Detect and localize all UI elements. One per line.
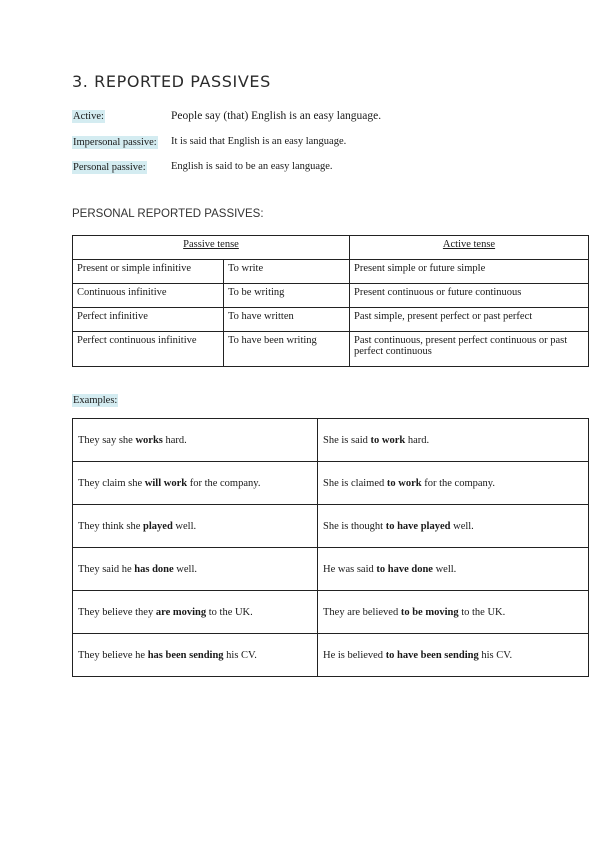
- active-tense-cell: Present continuous or future continuous: [350, 284, 589, 308]
- section-subheading: PERSONAL REPORTED PASSIVES:: [72, 208, 264, 220]
- page-title: 3. REPORTED PASSIVES: [72, 72, 271, 91]
- example-cell: To have written: [224, 308, 350, 332]
- active-tense-cell: Present simple or future simple: [350, 260, 589, 284]
- definition-label: Impersonal passive:: [73, 137, 157, 148]
- verb-highlight: are moving: [155, 606, 207, 618]
- header-passive-tense: Passive tense: [73, 236, 350, 260]
- active-example-cell: They say she works hard.: [73, 419, 318, 462]
- passive-example-cell: She is thought to have played well.: [318, 505, 589, 548]
- verb-highlight: works: [135, 434, 163, 446]
- verb-highlight: to be moving: [400, 606, 459, 618]
- table-row: [73, 332, 589, 367]
- table-row: [73, 591, 589, 634]
- active-example-cell: They believe they are moving to the UK.: [73, 591, 318, 634]
- active-example-cell: They claim she will work for the company.: [73, 462, 318, 505]
- table-row: [73, 284, 589, 308]
- active-tense-cell: Past simple, present perfect or past perfect: [350, 308, 589, 332]
- passive-example-cell: She is claimed to work for the company.: [318, 462, 589, 505]
- example-cell: To have been writing: [224, 332, 350, 367]
- definition-active: [72, 110, 382, 123]
- table-row: [73, 260, 589, 284]
- definition-text: English is said to be an easy language.: [171, 161, 333, 172]
- verb-highlight: to work: [370, 434, 406, 446]
- active-example-cell: They think she played well.: [73, 505, 318, 548]
- table-row: [73, 505, 589, 548]
- infinitive-cell: Continuous infinitive: [73, 284, 224, 308]
- infinitive-cell: Present or simple infinitive: [73, 260, 224, 284]
- table-row: [73, 634, 589, 677]
- verb-highlight: to work: [386, 477, 422, 489]
- table-row: [73, 308, 589, 332]
- table-row: [73, 419, 589, 462]
- definition-text: It is said that English is an easy language.: [171, 136, 347, 147]
- tense-table: [72, 235, 589, 367]
- verb-highlight: has done: [134, 563, 174, 575]
- header-active-tense: Active tense: [350, 236, 589, 260]
- infinitive-cell: Perfect continuous infinitive: [73, 332, 224, 367]
- active-example-cell: They said he has done well.: [73, 548, 318, 591]
- definition-impersonal-passive: [72, 136, 347, 149]
- examples-label: Examples:: [73, 395, 118, 406]
- passive-example-cell: He was said to have done well.: [318, 548, 589, 591]
- verb-highlight: to have been sending: [385, 649, 479, 661]
- example-cell: To write: [224, 260, 350, 284]
- verb-highlight: played: [143, 520, 173, 532]
- passive-example-cell: He is believed to have been sending his CV.: [318, 634, 589, 677]
- definition-personal-passive: [72, 161, 333, 174]
- active-example-cell: They believe he has been sending his CV.: [73, 634, 318, 677]
- table-row: [73, 548, 589, 591]
- definition-text: People say (that) English is an easy language.: [171, 110, 382, 122]
- passive-example-cell: She is said to work hard.: [318, 419, 589, 462]
- table-row: [73, 462, 589, 505]
- infinitive-cell: Perfect infinitive: [73, 308, 224, 332]
- example-cell: To be writing: [224, 284, 350, 308]
- definition-label: Personal passive:: [73, 162, 146, 173]
- verb-highlight: to have played: [385, 520, 451, 532]
- passive-example-cell: They are believed to be moving to the UK.: [318, 591, 589, 634]
- definition-label: Active:: [73, 111, 104, 122]
- verb-highlight: has been sending: [147, 649, 224, 661]
- examples-table: [72, 418, 589, 677]
- active-tense-cell: Past continuous, present perfect continuous or past perfect continuous: [350, 332, 589, 367]
- verb-highlight: will work: [144, 477, 188, 489]
- verb-highlight: to have done: [376, 563, 433, 575]
- tense-table-header-row: [73, 236, 589, 260]
